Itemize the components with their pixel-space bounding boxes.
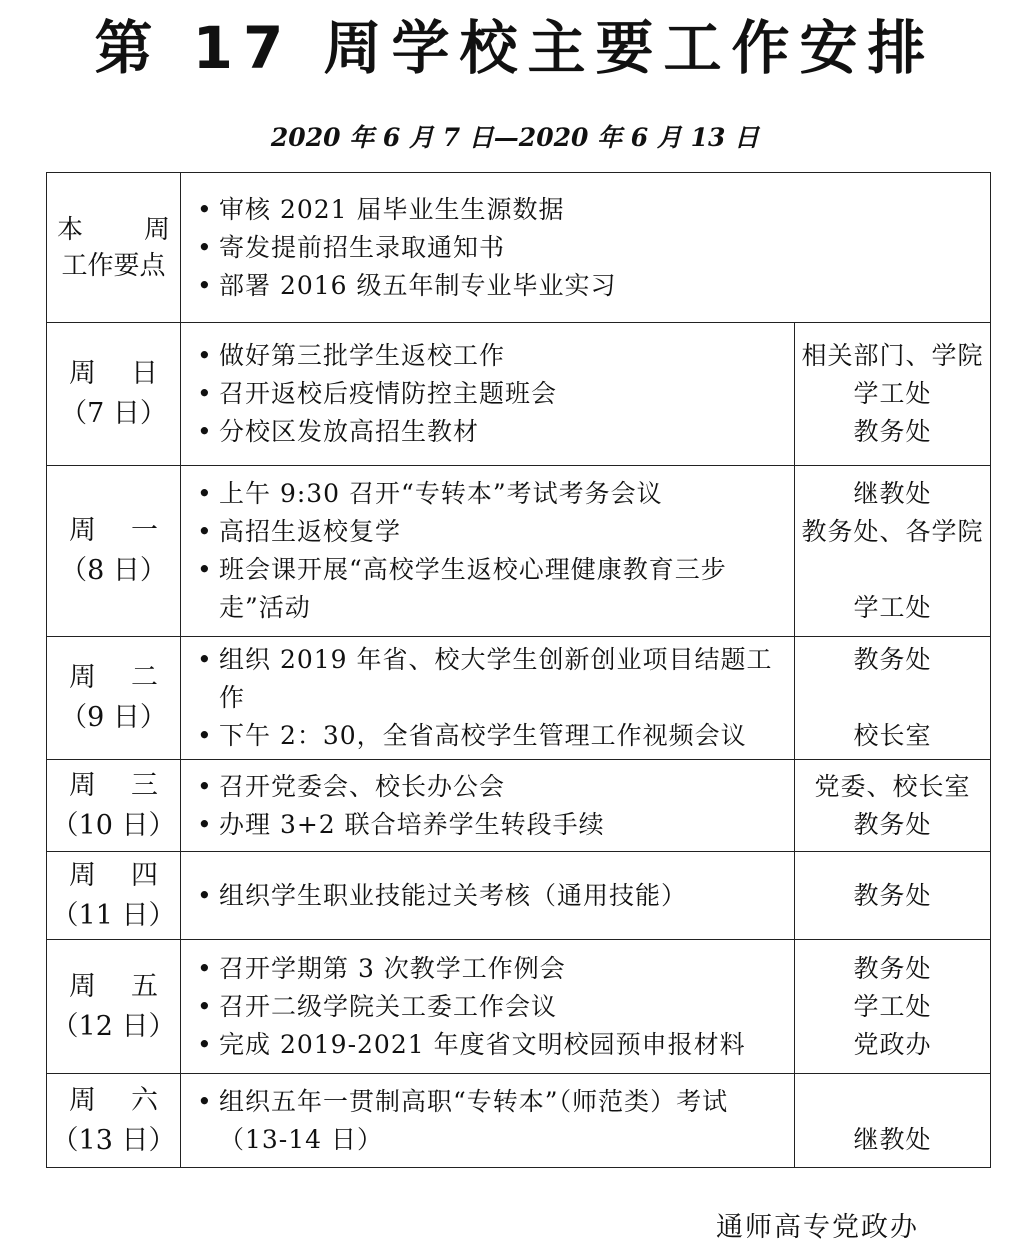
items-cell bbox=[181, 637, 795, 760]
focus-label-cell: 本 周 工作要点 bbox=[47, 173, 181, 323]
list-item: • 召开党委会、校长办公会 bbox=[195, 768, 790, 806]
list-item: • 做好第三批学生返校工作 bbox=[195, 337, 790, 375]
page-title: 第 17 周学校主要工作安排 bbox=[94, 14, 936, 82]
table-row bbox=[47, 637, 991, 760]
list-item: • 组织 2019 年省、校大学生创新创业项目结题工作 bbox=[195, 641, 790, 717]
list-item: • 组织学生职业技能过关考核（通用技能） bbox=[195, 877, 790, 915]
dept-cell: 继教处 bbox=[795, 1074, 991, 1168]
dept-cell: 教务处 bbox=[795, 852, 991, 940]
list-item: • 召开学期第 3 次教学工作例会 bbox=[195, 950, 790, 988]
day-cell: 周 二 （9 日） bbox=[47, 637, 181, 760]
dept-cell: 继教处 教务处、各学院 学工处 bbox=[795, 466, 991, 637]
items-cell bbox=[181, 852, 795, 940]
list-item: • 召开返校后疫情防控主题班会 bbox=[195, 375, 790, 413]
table-row bbox=[47, 466, 991, 637]
day-date: （13 日） bbox=[51, 1124, 176, 1156]
list-item: • 寄发提前招生录取通知书 bbox=[195, 229, 986, 267]
signature: 通师高专党政办 bbox=[716, 1212, 919, 1243]
list-item: • 办理 3+2 联合培养学生转段手续 bbox=[195, 806, 790, 844]
dept-cell: 教务处 校长室 bbox=[795, 637, 991, 760]
day-cell: 周 六 （13 日） bbox=[47, 1074, 181, 1168]
dept-cell: 党委、校长室 教务处 bbox=[795, 760, 991, 852]
day-cell: 周 一 （8 日） bbox=[47, 466, 181, 637]
list-item: • 分校区发放高招生教材 bbox=[195, 413, 790, 451]
day-date: （9 日） bbox=[60, 702, 167, 733]
list-item: • 上午 9:30 召开“专转本”考试考务会议 bbox=[195, 475, 790, 513]
day-date: （8 日） bbox=[60, 555, 167, 586]
list-item: • 召开二级学院关工委工作会议 bbox=[195, 988, 790, 1026]
list-item: • 完成 2019-2021 年度省文明校园预申报材料 bbox=[195, 1026, 790, 1064]
table-row bbox=[47, 760, 991, 852]
items-cell bbox=[181, 1074, 795, 1168]
day-cell: 周 四 （11 日） bbox=[47, 852, 181, 940]
day-cell: 周 五 （12 日） bbox=[47, 940, 181, 1074]
date-range: 2020 年 6 月 7 日—2020 年 6 月 13 日 bbox=[270, 123, 760, 152]
items-cell bbox=[181, 323, 795, 466]
list-item: • 班会课开展“高校学生返校心理健康教育三步走”活动 bbox=[195, 551, 790, 627]
day-date: （11 日） bbox=[51, 899, 176, 931]
table-row-focus bbox=[47, 173, 991, 323]
day-cell: 周 三 （10 日） bbox=[47, 760, 181, 852]
day-date: （10 日） bbox=[51, 809, 176, 841]
day-date: （7 日） bbox=[60, 398, 167, 429]
focus-label-line2: 工作要点 bbox=[61, 250, 166, 281]
schedule-table bbox=[46, 172, 991, 1168]
items-cell bbox=[181, 466, 795, 637]
items-cell bbox=[181, 760, 795, 852]
table-row bbox=[47, 852, 991, 940]
items-cell bbox=[181, 940, 795, 1074]
table-row bbox=[47, 940, 991, 1074]
list-item: • 组织五年一贯制高职“专转本”（师范类）考试（13-14 日） bbox=[195, 1083, 790, 1159]
list-item: • 部署 2016 级五年制专业毕业实习 bbox=[195, 267, 986, 305]
dept-cell: 教务处 学工处 党政办 bbox=[795, 940, 991, 1074]
table-row bbox=[47, 1074, 991, 1168]
list-item: • 下午 2：30，全省高校学生管理工作视频会议 bbox=[195, 717, 790, 755]
list-item: • 审核 2021 届毕业生生源数据 bbox=[195, 191, 986, 229]
focus-items-cell bbox=[181, 173, 991, 323]
dept-cell: 相关部门、学院 学工处 教务处 bbox=[795, 323, 991, 466]
day-cell: 周 日 （7 日） bbox=[47, 323, 181, 466]
day-date: （12 日） bbox=[51, 1010, 176, 1042]
table-row bbox=[47, 323, 991, 466]
list-item: • 高招生返校复学 bbox=[195, 513, 790, 551]
